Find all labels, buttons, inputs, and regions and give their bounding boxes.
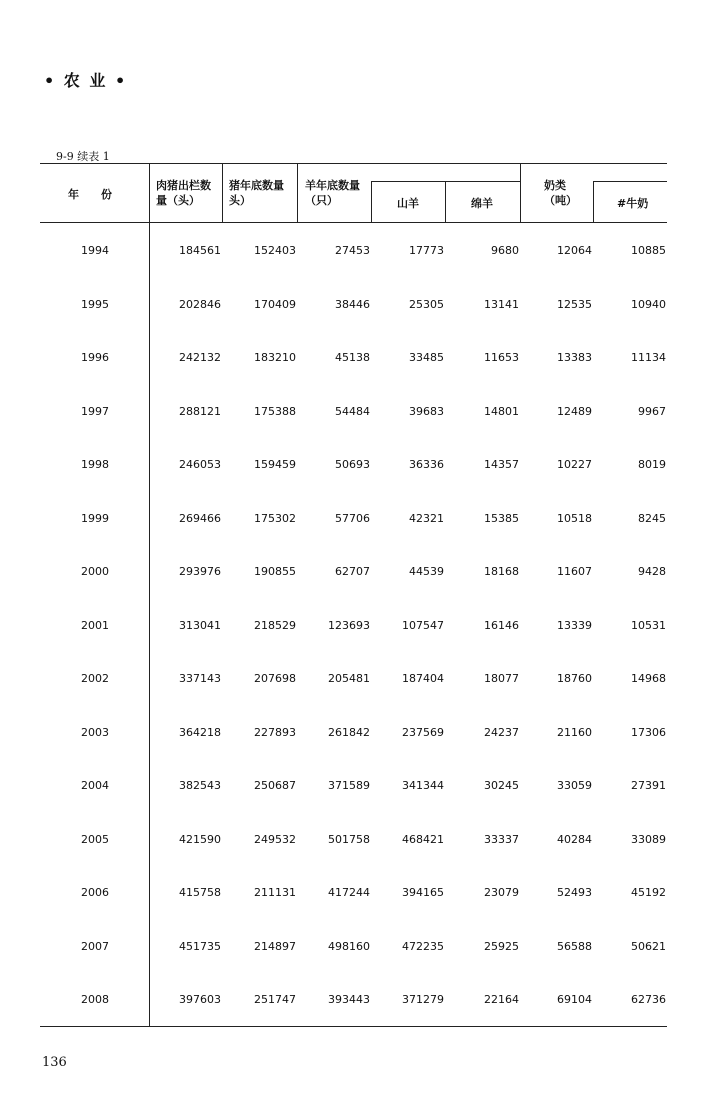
cell-milk: 13383: [557, 351, 592, 364]
cell-hogs-slaughtered: 415758: [179, 886, 221, 899]
top-rule: [40, 163, 667, 164]
cell-hogs-stock: 214897: [254, 940, 296, 953]
cell-hogs-slaughtered: 202846: [179, 298, 221, 311]
cell-hogs-stock: 183210: [254, 351, 296, 364]
cell-sheep-stock: 417244: [328, 886, 370, 899]
cell-goats: 107547: [402, 619, 444, 632]
cell-hogs-stock: 159459: [254, 458, 296, 471]
cell-hogs-slaughtered: 242132: [179, 351, 221, 364]
cell-milk: 10227: [557, 458, 592, 471]
hdr-sep-5: [520, 163, 521, 222]
cell-cow-milk: 50621: [631, 940, 666, 953]
cell-sheep-stock: 393443: [328, 993, 370, 1006]
milk-subheader-rule: [593, 181, 667, 182]
header-sheep-stock: 羊年底数量（只）: [305, 179, 360, 207]
cell-hogs-stock: 218529: [254, 619, 296, 632]
hdr-sep-2: [297, 163, 298, 222]
cell-hogs-slaughtered: 313041: [179, 619, 221, 632]
header-year: 年 份: [68, 188, 112, 201]
cell-sheep: 14801: [484, 405, 519, 418]
cell-hogs-slaughtered: 337143: [179, 672, 221, 685]
cell-milk: 56588: [557, 940, 592, 953]
cell-hogs-slaughtered: 451735: [179, 940, 221, 953]
cell-goats: 17773: [409, 244, 444, 257]
row-year: 1995: [81, 298, 109, 311]
hdr-sep-3: [371, 182, 372, 222]
cell-sheep-stock: 50693: [335, 458, 370, 471]
cell-sheep: 13141: [484, 298, 519, 311]
cell-sheep-stock: 27453: [335, 244, 370, 257]
hdr-sep-1: [222, 163, 223, 222]
cell-milk: 10518: [557, 512, 592, 525]
cell-goats: 39683: [409, 405, 444, 418]
row-year: 1994: [81, 244, 109, 257]
cell-hogs-slaughtered: 246053: [179, 458, 221, 471]
cell-sheep: 23079: [484, 886, 519, 899]
page-number: 136: [42, 1055, 67, 1070]
bottom-rule: [40, 1026, 667, 1027]
cell-cow-milk: 9428: [638, 565, 666, 578]
cell-goats: 36336: [409, 458, 444, 471]
cell-hogs-stock: 207698: [254, 672, 296, 685]
cell-sheep: 18168: [484, 565, 519, 578]
cell-goats: 25305: [409, 298, 444, 311]
cell-hogs-slaughtered: 269466: [179, 512, 221, 525]
header-sheep: 绵羊: [471, 197, 493, 210]
cell-sheep-stock: 45138: [335, 351, 370, 364]
row-year: 2008: [81, 993, 109, 1006]
row-year: 2004: [81, 779, 109, 792]
row-year: 2003: [81, 726, 109, 739]
cell-sheep: 25925: [484, 940, 519, 953]
cell-sheep-stock: 261842: [328, 726, 370, 739]
cell-hogs-slaughtered: 364218: [179, 726, 221, 739]
cell-milk: 12535: [557, 298, 592, 311]
cell-cow-milk: 14968: [631, 672, 666, 685]
cell-hogs-slaughtered: 293976: [179, 565, 221, 578]
row-year: 2006: [81, 886, 109, 899]
cell-cow-milk: 10885: [631, 244, 666, 257]
cell-sheep: 30245: [484, 779, 519, 792]
cell-hogs-stock: 152403: [254, 244, 296, 257]
cell-sheep-stock: 501758: [328, 833, 370, 846]
cell-goats: 44539: [409, 565, 444, 578]
cell-cow-milk: 62736: [631, 993, 666, 1006]
row-year: 2007: [81, 940, 109, 953]
header-cow-milk: #牛奶: [617, 197, 649, 210]
cell-milk: 12489: [557, 405, 592, 418]
cell-cow-milk: 10531: [631, 619, 666, 632]
cell-milk: 21160: [557, 726, 592, 739]
cell-cow-milk: 11134: [631, 351, 666, 364]
header-hogs-stock: 猪年底数量头）: [229, 179, 284, 207]
row-year: 2005: [81, 833, 109, 846]
cell-cow-milk: 10940: [631, 298, 666, 311]
cell-sheep-stock: 498160: [328, 940, 370, 953]
section-title: • 农 业 •: [44, 71, 128, 90]
cell-milk: 12064: [557, 244, 592, 257]
cell-sheep-stock: 62707: [335, 565, 370, 578]
cell-cow-milk: 8019: [638, 458, 666, 471]
header-bottom-rule: [40, 222, 667, 223]
cell-sheep-stock: 205481: [328, 672, 370, 685]
cell-goats: 42321: [409, 512, 444, 525]
hdr-sep-4: [445, 182, 446, 222]
cell-sheep: 9680: [491, 244, 519, 257]
cell-sheep: 15385: [484, 512, 519, 525]
cell-milk: 52493: [557, 886, 592, 899]
cell-sheep: 18077: [484, 672, 519, 685]
cell-sheep-stock: 123693: [328, 619, 370, 632]
cell-hogs-stock: 175388: [254, 405, 296, 418]
cell-cow-milk: 27391: [631, 779, 666, 792]
cell-hogs-slaughtered: 421590: [179, 833, 221, 846]
header-goats: 山羊: [397, 197, 419, 210]
cell-sheep: 16146: [484, 619, 519, 632]
header-hogs-slaughtered: 肉猪出栏数量（头）: [156, 179, 211, 207]
cell-sheep-stock: 371589: [328, 779, 370, 792]
cell-sheep-stock: 54484: [335, 405, 370, 418]
cell-sheep-stock: 57706: [335, 512, 370, 525]
cell-milk: 40284: [557, 833, 592, 846]
cell-milk: 11607: [557, 565, 592, 578]
sheep-subheader-rule: [371, 181, 521, 182]
cell-cow-milk: 17306: [631, 726, 666, 739]
cell-goats: 472235: [402, 940, 444, 953]
cell-hogs-stock: 251747: [254, 993, 296, 1006]
cell-goats: 341344: [402, 779, 444, 792]
row-year: 1997: [81, 405, 109, 418]
cell-goats: 187404: [402, 672, 444, 685]
cell-hogs-stock: 175302: [254, 512, 296, 525]
cell-cow-milk: 45192: [631, 886, 666, 899]
cell-hogs-stock: 227893: [254, 726, 296, 739]
cell-sheep: 11653: [484, 351, 519, 364]
row-year: 1999: [81, 512, 109, 525]
cell-cow-milk: 9967: [638, 405, 666, 418]
cell-sheep: 22164: [484, 993, 519, 1006]
cell-milk: 69104: [557, 993, 592, 1006]
cell-hogs-slaughtered: 288121: [179, 405, 221, 418]
row-year: 2002: [81, 672, 109, 685]
cell-goats: 33485: [409, 351, 444, 364]
cell-goats: 468421: [402, 833, 444, 846]
table-id: 9-9 续表 1: [56, 150, 110, 163]
row-year: 1996: [81, 351, 109, 364]
cell-goats: 394165: [402, 886, 444, 899]
cell-hogs-stock: 211131: [254, 886, 296, 899]
cell-goats: 237569: [402, 726, 444, 739]
cell-hogs-stock: 250687: [254, 779, 296, 792]
cell-hogs-slaughtered: 382543: [179, 779, 221, 792]
header-milk: 奶类（吨）: [544, 179, 577, 207]
row-year: 2001: [81, 619, 109, 632]
cell-cow-milk: 8245: [638, 512, 666, 525]
hdr-sep-6: [593, 182, 594, 222]
cell-milk: 33059: [557, 779, 592, 792]
cell-milk: 18760: [557, 672, 592, 685]
cell-goats: 371279: [402, 993, 444, 1006]
cell-sheep: 33337: [484, 833, 519, 846]
cell-cow-milk: 33089: [631, 833, 666, 846]
row-year: 1998: [81, 458, 109, 471]
cell-hogs-stock: 190855: [254, 565, 296, 578]
cell-sheep-stock: 38446: [335, 298, 370, 311]
cell-hogs-slaughtered: 184561: [179, 244, 221, 257]
cell-sheep: 14357: [484, 458, 519, 471]
row-year: 2000: [81, 565, 109, 578]
cell-hogs-slaughtered: 397603: [179, 993, 221, 1006]
cell-sheep: 24237: [484, 726, 519, 739]
cell-hogs-stock: 170409: [254, 298, 296, 311]
cell-hogs-stock: 249532: [254, 833, 296, 846]
cell-milk: 13339: [557, 619, 592, 632]
